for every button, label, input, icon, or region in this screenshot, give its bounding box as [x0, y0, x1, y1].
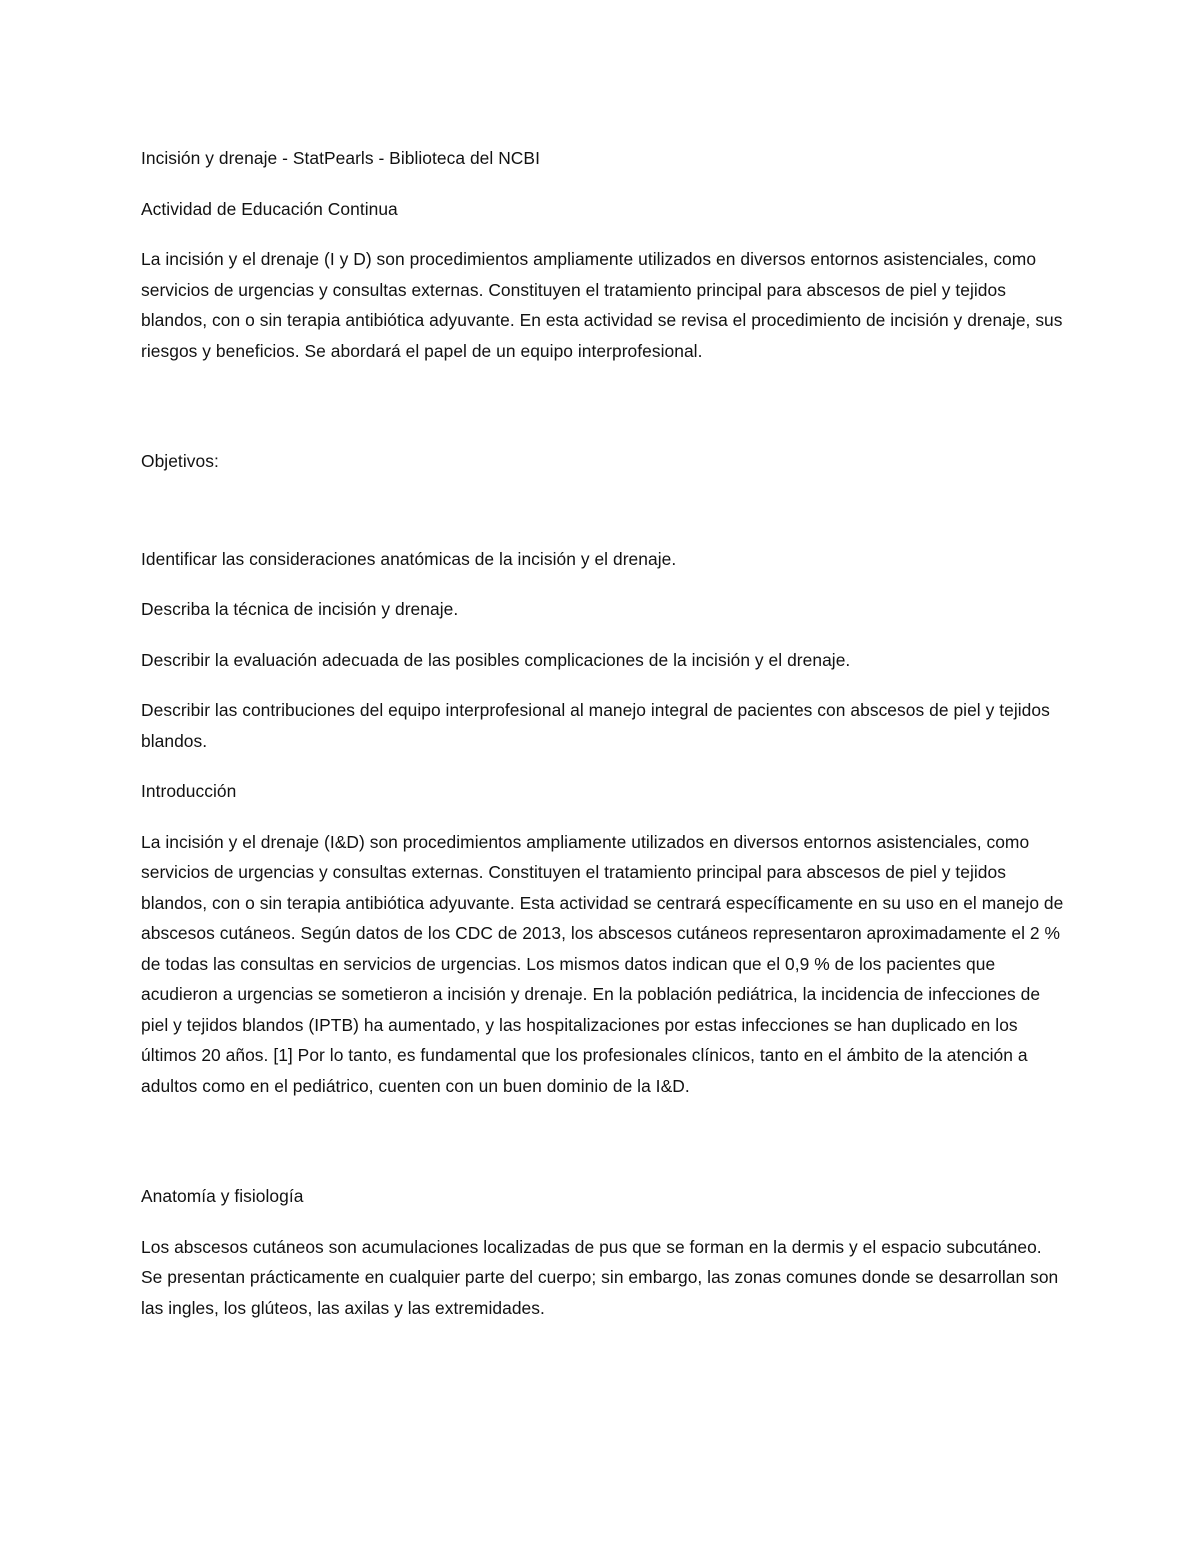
objective-item-3: Describir la evaluación adecuada de las posibles complicaciones de la incisión y el drenaje.	[141, 649, 851, 670]
document-title: Incisión y drenaje - StatPearls - Biblioteca del NCBI	[141, 148, 540, 168]
summary-paragraph: La incisión y el drenaje (I y D) son procedimientos ampliamente utilizados en diversos entornos asistenciales, como servicios de urgencias y consultas externas. Constituyen el tratamiento principal para abscesos de piel y tejidos blandos, con o sin terapia antibiótica adyuvante. En esta actividad se revisa el procedimiento de incisión y drenaje, sus riesgos y beneficios. Se abordará el papel de un equipo interprofesional.	[141, 249, 1063, 361]
introduction-heading: Introducción	[141, 781, 237, 801]
objective-item-2: Describa la técnica de incisión y drenaje.	[141, 599, 459, 619]
objective-item-4: Describir las contribuciones del equipo interprofesional al manejo integral de pacientes con abscesos de piel y tejidos blandos.	[141, 700, 1050, 751]
document-body	[141, 143, 1066, 1323]
introduction-paragraph: La incisión y el drenaje (I&D) son procedimientos ampliamente utilizados en diversos entornos asistenciales, como servicios de urgencias y consultas externas. Constituyen el tratamiento principal para abscesos de piel y tejidos blandos, con o sin terapia antibiótica adyuvante. Esta actividad se centrará específicamente en su uso en el manejo de abscesos cutáneos. Según datos de los CDC de 2013, los abscesos cutáneos representaron aproximadamente el 2 % de todas las consultas en servicios de urgencias. Los mismos datos indican que el 0,9 % de los pacientes que acudieron a urgencias se sometieron a incisión y drenaje. En la población pediátrica, la incidencia de infecciones de piel y tejidos blandos (IPTB) ha aumentado, y las hospitalizaciones por estas infecciones se han duplicado en los últimos 20 años. [1] Por lo tanto, es fundamental que los profesionales clínicos, tanto en el ámbito de la atención a adultos como en el pediátrico, cuenten con un buen dominio de la I&D.	[141, 831, 1064, 1096]
anatomy-heading: Anatomía y fisiología	[141, 1186, 304, 1206]
anatomy-paragraph: Los abscesos cutáneos son acumulaciones localizadas de pus que se forman en la dermis y el espacio subcutáneo. Se presentan prácticamente en cualquier parte del cuerpo; sin embargo, las zonas comunes donde se desarrollan son las ingles, los glúteos, las axilas y las extremidades.	[141, 1236, 1059, 1318]
objectives-heading: Objetivos:	[141, 451, 219, 471]
document-subtitle: Actividad de Educación Continua	[141, 198, 398, 219]
objective-item-1: Identificar las consideraciones anatómicas de la incisión y el drenaje.	[141, 548, 677, 569]
